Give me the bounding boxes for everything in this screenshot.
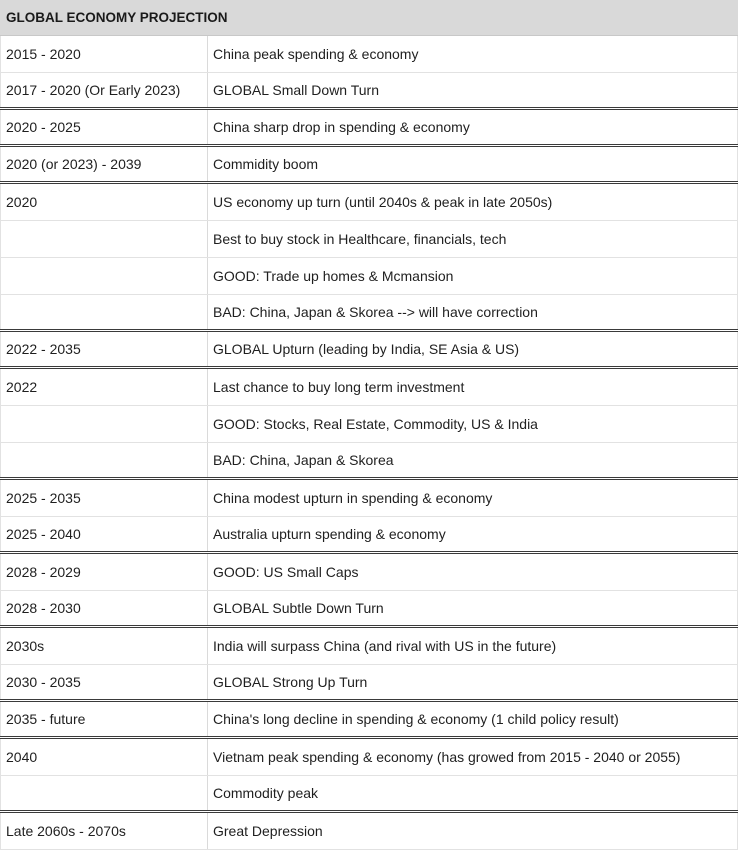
table-row [0, 813, 738, 850]
description-cell[interactable]: GLOBAL Subtle Down Turn [208, 591, 738, 625]
period-cell[interactable] [0, 776, 208, 810]
table-title[interactable]: GLOBAL ECONOMY PROJECTION [0, 0, 738, 36]
description-cell[interactable]: GOOD: Trade up homes & Mcmansion [208, 258, 738, 294]
description-cell[interactable]: India will surpass China (and rival with US in the future) [208, 628, 738, 664]
period-cell[interactable]: 2030 - 2035 [0, 665, 208, 699]
table-row [0, 665, 738, 702]
period-cell[interactable]: 2022 - 2035 [0, 332, 208, 366]
period-cell[interactable] [0, 406, 208, 442]
table-row [0, 258, 738, 295]
period-cell[interactable]: 2022 [0, 369, 208, 405]
table-row [0, 591, 738, 628]
period-cell[interactable]: 2020 - 2025 [0, 110, 208, 144]
description-cell[interactable]: China modest upturn in spending & economy [208, 480, 738, 516]
description-cell[interactable]: GOOD: US Small Caps [208, 554, 738, 590]
description-cell[interactable]: GOOD: Stocks, Real Estate, Commodity, US & India [208, 406, 738, 442]
table-row [0, 517, 738, 554]
period-cell[interactable]: 2020 (or 2023) - 2039 [0, 147, 208, 181]
table-row [0, 776, 738, 813]
description-cell[interactable]: Vietnam peak spending & economy (has growed from 2015 - 2040 or 2055) [208, 739, 738, 775]
table-row [0, 184, 738, 221]
period-cell[interactable]: 2025 - 2040 [0, 517, 208, 551]
table-row [0, 369, 738, 406]
period-cell[interactable]: 2015 - 2020 [0, 36, 208, 72]
table-row [0, 554, 738, 591]
description-cell[interactable]: China sharp drop in spending & economy [208, 110, 738, 144]
description-cell[interactable]: BAD: China, Japan & Skorea --> will have correction [208, 295, 738, 329]
table-row [0, 221, 738, 258]
description-cell[interactable]: GLOBAL Strong Up Turn [208, 665, 738, 699]
table-row [0, 480, 738, 517]
table-row [0, 702, 738, 739]
table-row [0, 110, 738, 147]
period-cell[interactable]: 2040 [0, 739, 208, 775]
description-cell[interactable]: Great Depression [208, 813, 738, 849]
period-cell[interactable] [0, 258, 208, 294]
table-row [0, 443, 738, 480]
table-row [0, 628, 738, 665]
table-row [0, 147, 738, 184]
description-cell[interactable]: China peak spending & economy [208, 36, 738, 72]
table-row [0, 406, 738, 443]
description-cell[interactable]: Last chance to buy long term investment [208, 369, 738, 405]
period-cell[interactable] [0, 443, 208, 477]
period-cell[interactable] [0, 295, 208, 329]
table-row [0, 332, 738, 369]
period-cell[interactable]: 2017 - 2020 (Or Early 2023) [0, 73, 208, 107]
period-cell[interactable]: 2028 - 2029 [0, 554, 208, 590]
period-cell[interactable]: 2025 - 2035 [0, 480, 208, 516]
description-cell[interactable]: Commodity peak [208, 776, 738, 810]
period-cell[interactable]: 2030s [0, 628, 208, 664]
period-cell[interactable]: 2035 - future [0, 702, 208, 736]
table-row [0, 295, 738, 332]
description-cell[interactable]: BAD: China, Japan & Skorea [208, 443, 738, 477]
description-cell[interactable]: China's long decline in spending & economy (1 child policy result) [208, 702, 738, 736]
description-cell[interactable]: GLOBAL Small Down Turn [208, 73, 738, 107]
period-cell[interactable]: 2028 - 2030 [0, 591, 208, 625]
description-cell[interactable]: US economy up turn (until 2040s & peak in late 2050s) [208, 184, 738, 220]
table-row [0, 36, 738, 73]
period-cell[interactable]: Late 2060s - 2070s [0, 813, 208, 849]
table-body [0, 36, 738, 850]
description-cell[interactable]: Australia upturn spending & economy [208, 517, 738, 551]
description-cell[interactable]: Commidity boom [208, 147, 738, 181]
period-cell[interactable] [0, 221, 208, 257]
table-row [0, 73, 738, 110]
description-cell[interactable]: Best to buy stock in Healthcare, financials, tech [208, 221, 738, 257]
table-row [0, 739, 738, 776]
period-cell[interactable]: 2020 [0, 184, 208, 220]
description-cell[interactable]: GLOBAL Upturn (leading by India, SE Asia & US) [208, 332, 738, 366]
